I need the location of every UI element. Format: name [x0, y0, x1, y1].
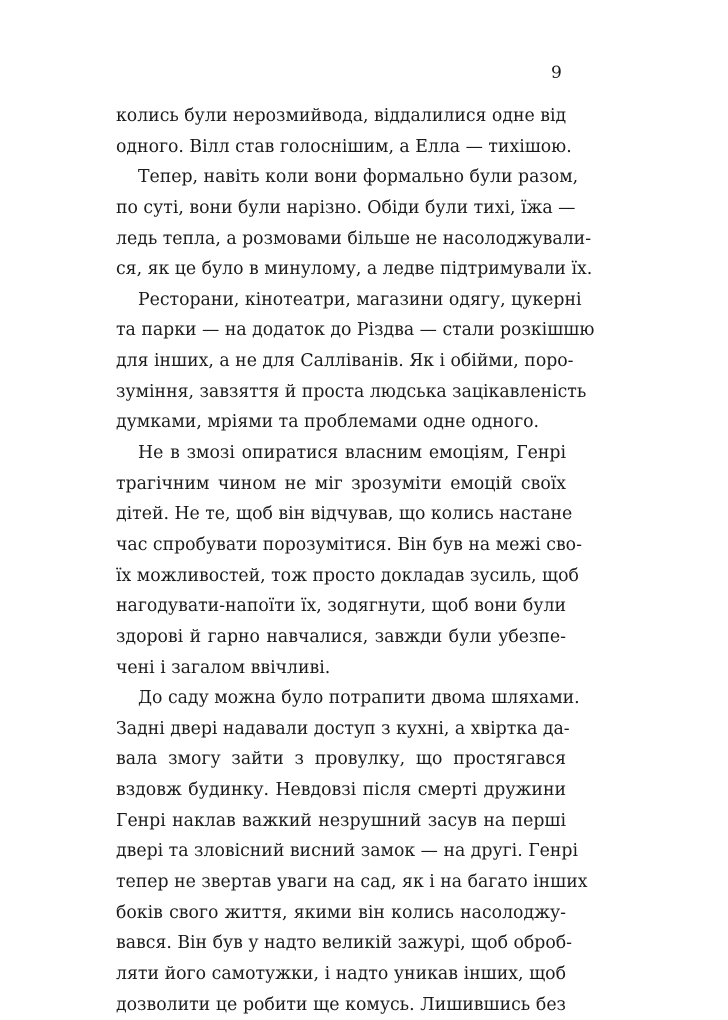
text-line: дітей. Не те, щоб він відчував, що колись настане [116, 504, 573, 525]
text-line: по суті, вони були нарізно. Обіди були тихі, їжа — [116, 197, 576, 218]
text-line: час спробувати порозумітися. Він був на межі сво- [116, 534, 582, 555]
text-line: чені і загалом ввічливі. [116, 657, 331, 678]
text-line: Тепер, навіть коли вони формально були разом, [138, 167, 579, 188]
text-line: Задні двері надавали доступ з кухні, а хвіртка да- [116, 718, 570, 739]
text-line: До саду можна було потрапити двома шляхами. [138, 688, 580, 709]
text-line: для інших, а не для Салліванів. Як і обійми, поро- [116, 351, 574, 372]
text-line: Генрі наклав важкий незрушний засув на перші [116, 810, 566, 831]
text-line: ся, як це було в минулому, а ледве підтримували їх. [116, 259, 593, 280]
text-line: тепер не звертав уваги на сад, як і на багато інших [116, 872, 588, 893]
text-line: нагодувати-напоїти їх, зодягнути, щоб вони були [116, 596, 566, 617]
text-line: колись були нерозмийвода, віддалилися одне від [116, 106, 567, 126]
text-line: двері та зловісний висний замок — на другі. Генрі [116, 841, 578, 862]
text-line: зуміння, завзяття й проста людська зацікавленість [116, 381, 587, 402]
text-line: боків свого життя, якими він колись насолоджу- [116, 902, 566, 923]
text-line: вала змогу зайти з провулку, що простягався [116, 749, 566, 770]
text-line: Ресторани, кінотеатри, магазини одягу, цукерні [138, 289, 582, 310]
body-text [116, 101, 595, 1020]
text-line: та парки — на додаток до Різдва — стали розкішшю [116, 320, 595, 341]
text-line: вздовж будинку. Невдовзі після смерті дружини [116, 780, 566, 801]
text-line: Не в змозі опиратися власним емоціям, Генрі [138, 443, 566, 464]
text-line: трагічним чином не міг зрозуміти емоцій своїх [116, 473, 566, 494]
text-line: думками, мріями та проблемами одне одного. [116, 412, 540, 433]
page-number: 9 [551, 63, 562, 83]
text-line: ледь тепла, а розмовами більше не насолоджували- [116, 228, 592, 249]
text-line: одного. Вілл став голоснішим, а Елла — тихішою. [116, 136, 572, 157]
text-line: здорові й гарно навчалися, завжди були убезпе- [116, 626, 566, 647]
text-line: їх можливостей, тож просто докладав зусиль, щоб [116, 565, 579, 586]
text-line: вався. Він був у надто великій зажурі, щоб оброб- [116, 933, 572, 954]
text-line: ляти його самотужки, і надто уникав інших, щоб [116, 963, 566, 984]
text-line: дозволити це робити ще комусь. Лишившись без [116, 994, 566, 1015]
